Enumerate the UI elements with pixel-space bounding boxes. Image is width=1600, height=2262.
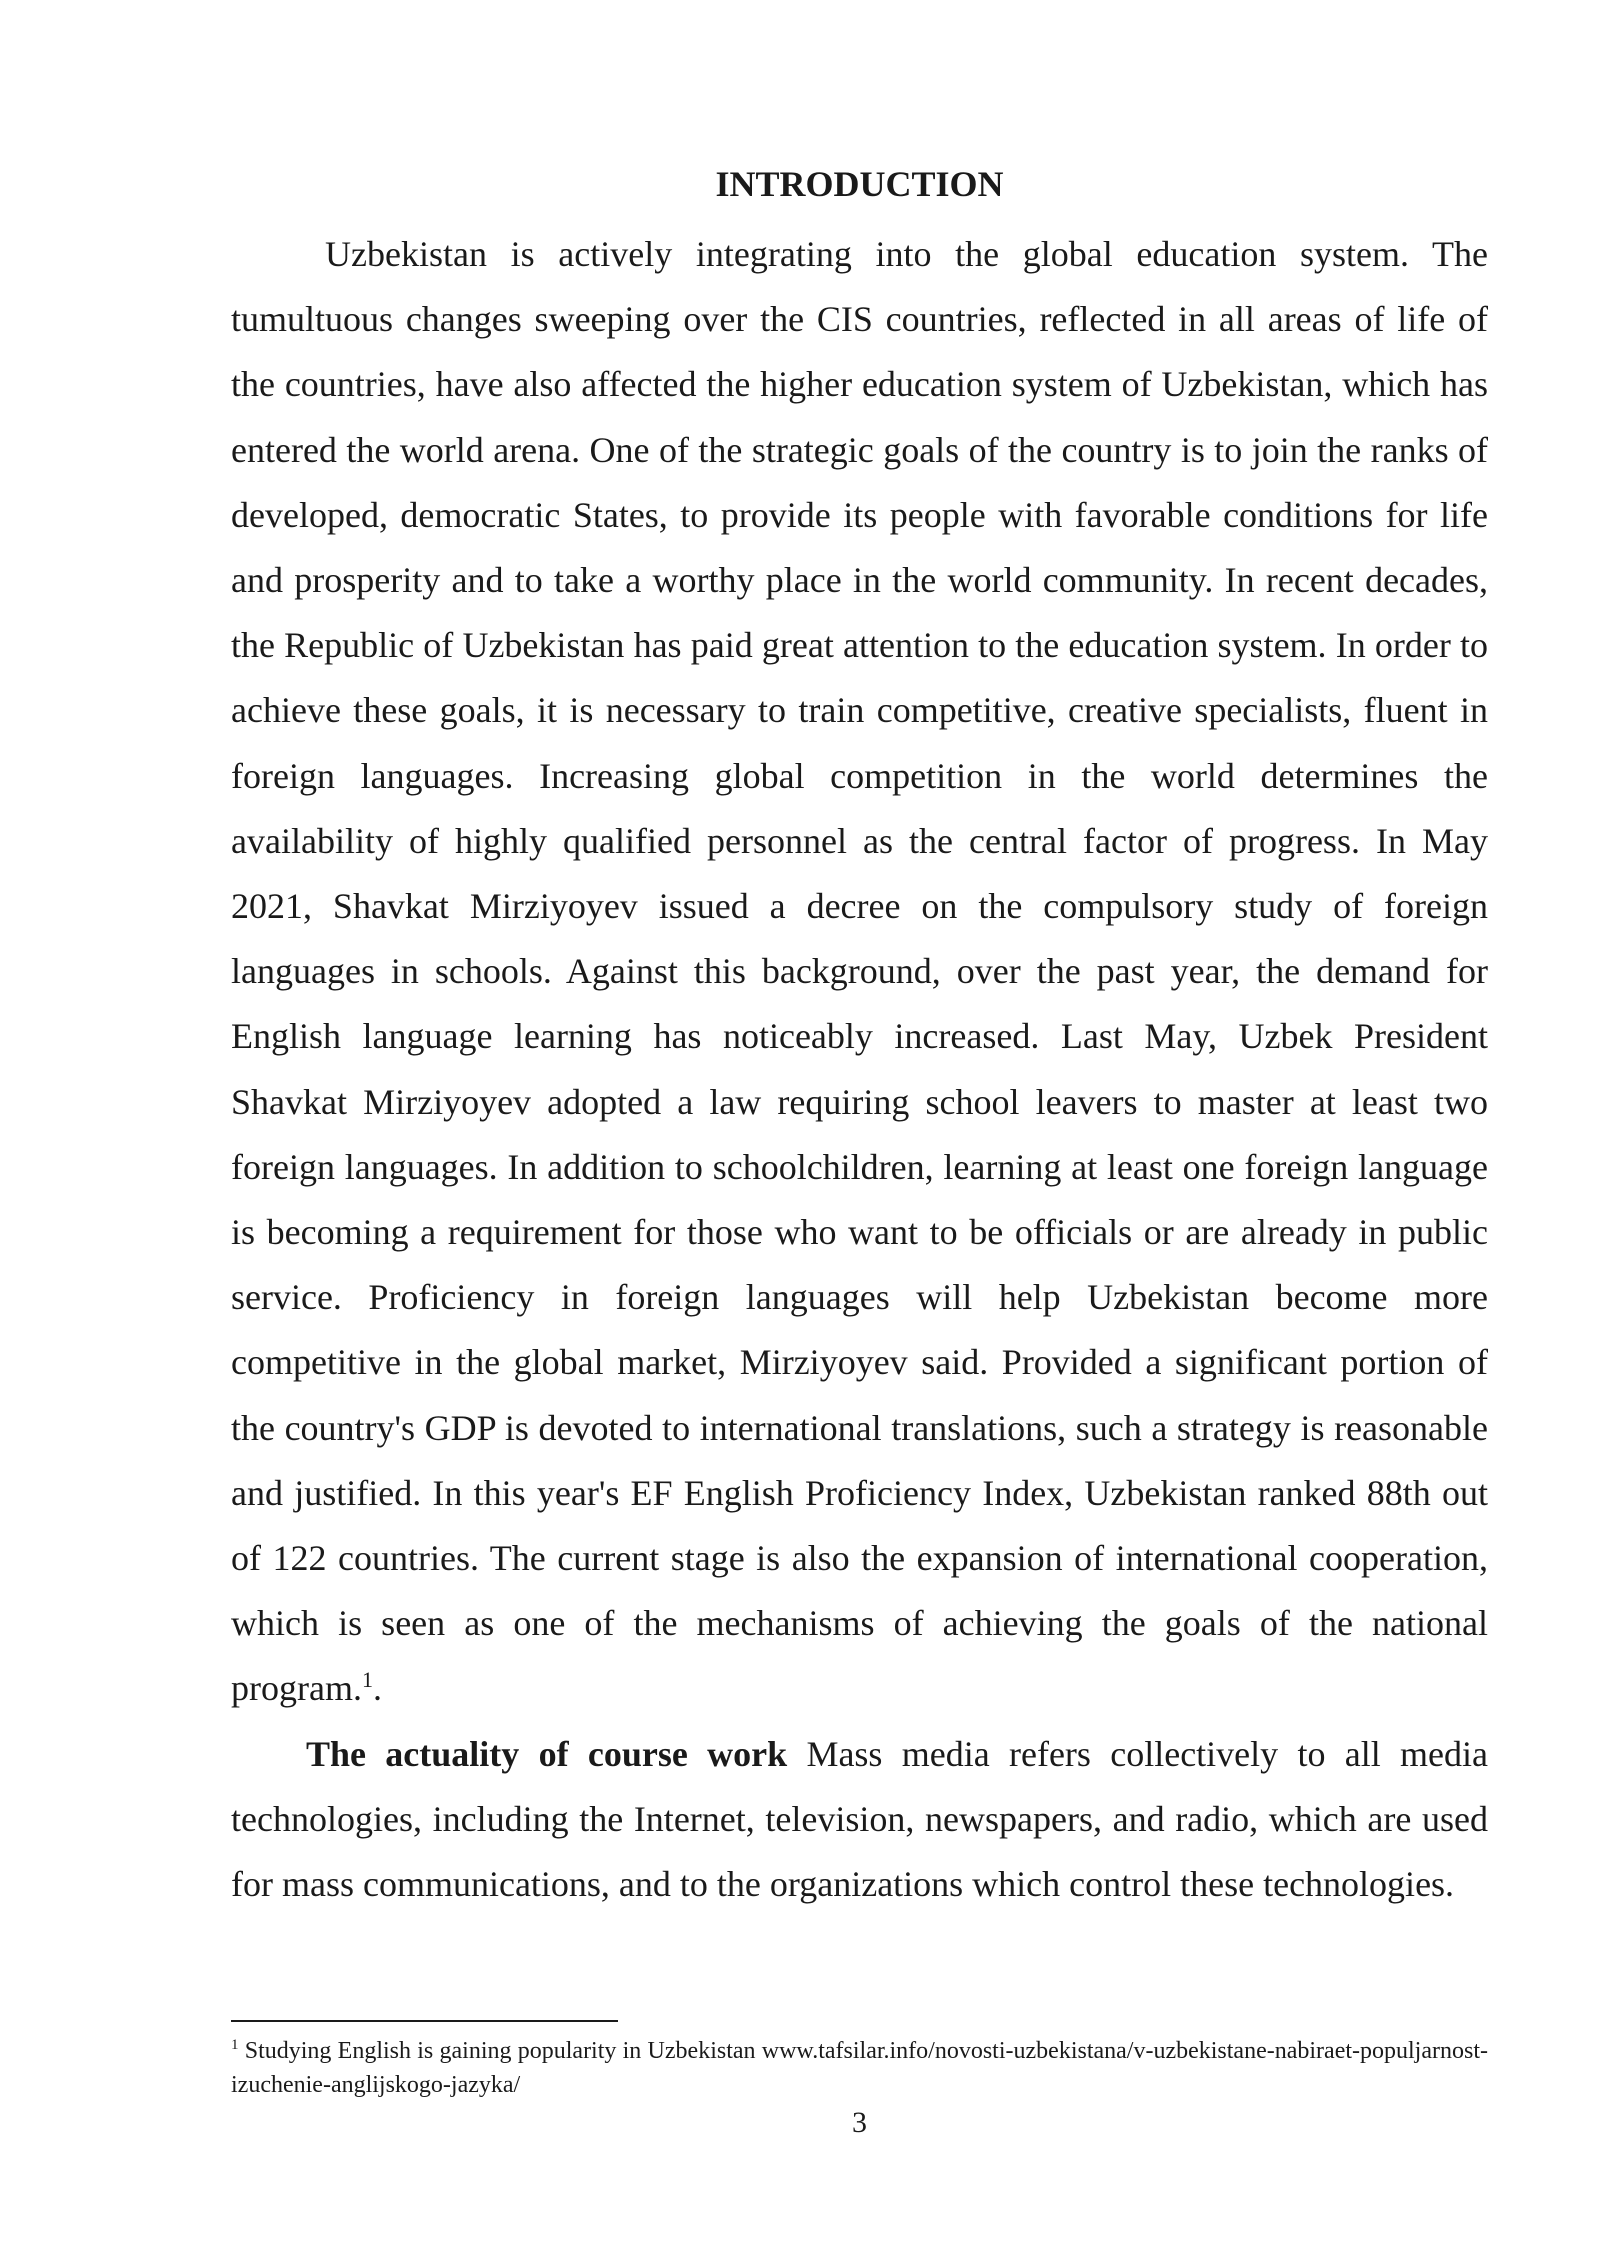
footnote [231, 2034, 1488, 2102]
paragraph-introduction-text: Uzbekistan is actively integrating into the global education system. The tumultuous changes sweeping over the CIS countries, reflected in all areas of life of the countries, have also affected the higher education system of Uzbekistan, which has entered the world arena. One of the strategic goals of the country is to join the ranks of developed, democratic States, to provide its people with favorable conditions for life and prosperity and to take a worthy place in the world community. In recent decades, the Republic of Uzbekistan has paid great attention to the education system. In order to achieve these goals, it is necessary to train competitive, creative specialists, fluent in foreign languages. Increasing global competition in the world determines the availability of highly qualified personnel as the central factor of progress. In May 2021, Shavkat Mirziyoyev issued a decree on the compulsory study of foreign languages in schools. Against this background, over the past year, the demand for English language learning has noticeably increased. Last May, Uzbek President Shavkat Mirziyoyev adopted a law requiring school leavers to master at least two foreign languages. In addition to schoolchildren, learning at least one foreign language is becoming a requirement for those who want to be officials or are already in public service. Proficiency in foreign languages will help Uzbekistan become more competitive in the global market, Mirziyoyev said. Provided a significant portion of the country's GDP is devoted to international translations, such a strategy is reasonable and justified. In this year's EF English Proficiency Index, Uzbekistan ranked 88th out of 122 countries. The current stage is also the expansion of international cooperation, which is seen as one of the mechanisms of achieving the goals of the national program. [231, 234, 1488, 1709]
footnote-text: Studying English is gaining popularity in Uzbekistan www.tafsilar.info/novosti-uzbekistana/v-uzbekistane-nabiraet-populjarnost-izuchenie-anglijskogo-jazyka/ [231, 2038, 1488, 2098]
footnote-marker: 1 [231, 2037, 239, 2053]
section-title: INTRODUCTION [715, 164, 1004, 204]
footnote-reference[interactable]: 1 [361, 1667, 373, 1693]
paragraph-actuality-text: Mass media refers collectively to all media technologies, including the Internet, television, newspapers, and radio, which are used for mass communications, and to the organizations which control these technologies. [231, 1733, 1488, 1905]
body-text [231, 222, 1488, 1917]
paragraph-actuality-lead: The actuality of course work [306, 1733, 788, 1774]
paragraph-introduction [231, 222, 1488, 1722]
page-number: 3 [852, 2106, 867, 2139]
paragraph-actuality [231, 1722, 1488, 1918]
footnote-separator [231, 2020, 618, 2022]
paragraph-introduction-end: . [372, 1668, 382, 1709]
